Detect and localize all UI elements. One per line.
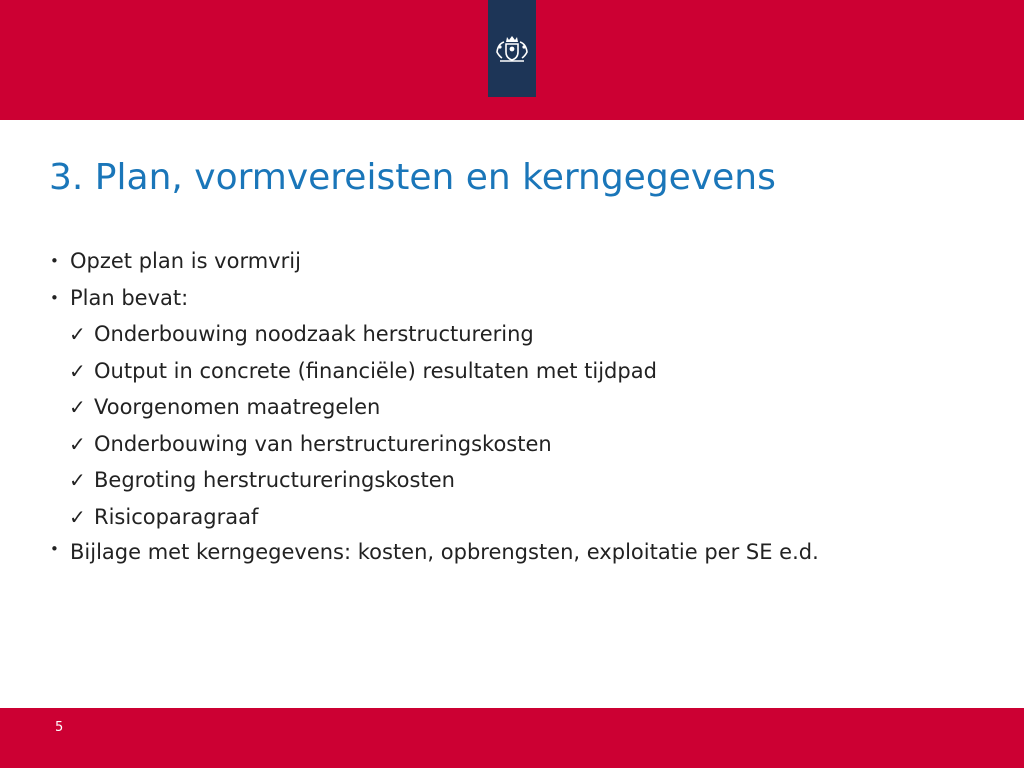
slide-content bbox=[46, 243, 926, 567]
emblem-block bbox=[488, 0, 536, 97]
list-item-text: Output in concrete (financiële) resultaten met tijdpad bbox=[94, 358, 657, 383]
checkmark-icon: ✓ bbox=[69, 504, 86, 529]
list-item-text: Bijlage met kerngegevens: kosten, opbrengsten, exploitatie per SE e.d. bbox=[70, 540, 819, 564]
list-item-text: Begroting herstructureringskosten bbox=[94, 468, 455, 492]
list-item-text: Risicoparagraaf bbox=[94, 504, 259, 529]
bullet-marker: • bbox=[50, 288, 59, 307]
coat-of-arms-icon bbox=[492, 32, 532, 66]
list-item-text: Voorgenomen maatregelen bbox=[94, 395, 381, 419]
list-item bbox=[46, 243, 926, 280]
list-item-text: Onderbouwing noodzaak herstructurering bbox=[94, 322, 534, 346]
checkmark-icon: ✓ bbox=[69, 322, 86, 346]
checkmark-icon: ✓ bbox=[69, 431, 86, 456]
bullet-marker: • bbox=[50, 252, 59, 270]
list-item-text: Onderbouwing van herstructureringskosten bbox=[94, 431, 552, 456]
list-item-text: Plan bevat: bbox=[70, 285, 189, 310]
list-item-text: Opzet plan is vormvrij bbox=[70, 249, 301, 273]
sub-list-item bbox=[46, 499, 926, 536]
footer-band bbox=[0, 708, 1024, 768]
page-number: 5 bbox=[55, 720, 64, 735]
sub-list-item bbox=[46, 462, 926, 499]
checkmark-icon: ✓ bbox=[69, 395, 86, 419]
bullet-marker: • bbox=[50, 540, 59, 558]
list-item bbox=[46, 535, 926, 567]
sub-list-item bbox=[46, 316, 926, 353]
sub-list-item bbox=[46, 426, 926, 463]
checkmark-icon: ✓ bbox=[69, 358, 86, 383]
sub-list-item bbox=[46, 389, 926, 426]
sub-list-item bbox=[46, 353, 926, 390]
list-item bbox=[46, 280, 926, 317]
slide-title: 3. Plan, vormvereisten en kerngegevens bbox=[49, 157, 776, 198]
checkmark-icon: ✓ bbox=[69, 468, 86, 492]
